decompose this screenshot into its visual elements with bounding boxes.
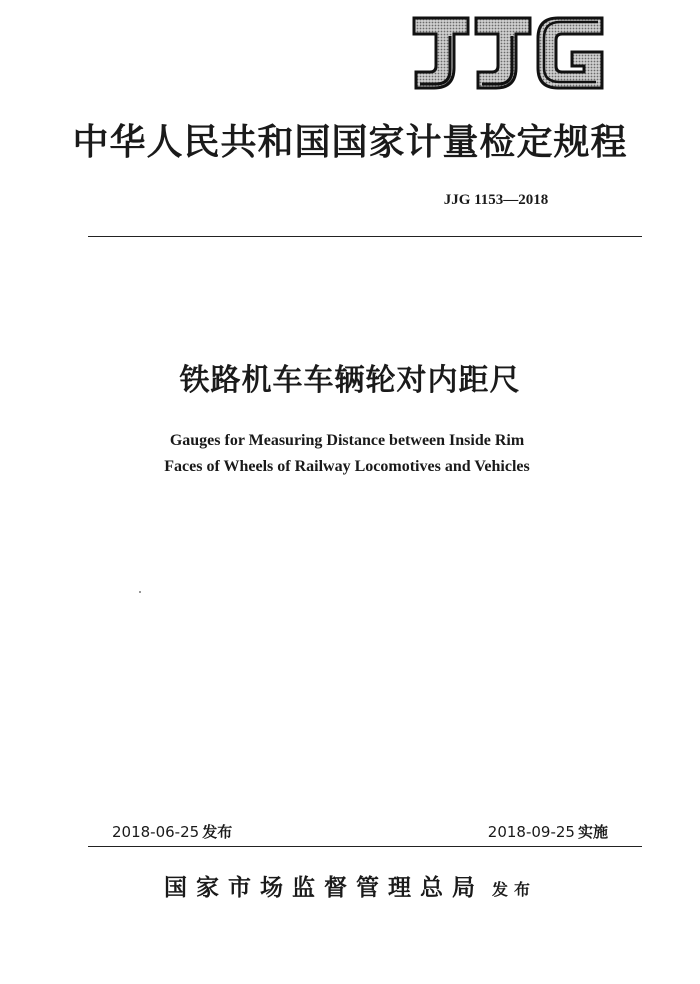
issue-date: 2018-06-25 xyxy=(112,823,200,841)
document-title-en-line-2: Faces of Wheels of Railway Locomotives and Vehicles xyxy=(164,458,530,475)
jjg-logo xyxy=(410,12,606,94)
top-divider xyxy=(88,236,642,237)
document-title-en xyxy=(0,428,700,480)
publisher-action: 发布 xyxy=(491,880,536,899)
issue-label: 发布 xyxy=(202,823,233,841)
standard-code-row xyxy=(0,190,700,210)
regulation-series-title: 中华人民共和国国家计量检定规程 xyxy=(72,121,628,163)
standard-code: JJG 1153—2018 xyxy=(443,192,549,208)
effective-date-row xyxy=(488,822,608,842)
issue-date-row xyxy=(112,822,232,842)
scan-speck xyxy=(139,591,141,593)
effective-label: 实施 xyxy=(577,823,608,841)
document-title-en-line-1: Gauges for Measuring Distance between Inside Rim xyxy=(169,432,525,449)
bottom-divider xyxy=(88,846,642,847)
jjg-logo-graphic xyxy=(410,12,606,94)
publisher-row xyxy=(0,872,700,904)
document-title-cn: 铁路机车车辆轮对内距尺 xyxy=(179,363,521,398)
publisher-organization: 国家市场监督管理总局 xyxy=(163,874,484,901)
effective-date: 2018-09-25 xyxy=(487,823,575,841)
